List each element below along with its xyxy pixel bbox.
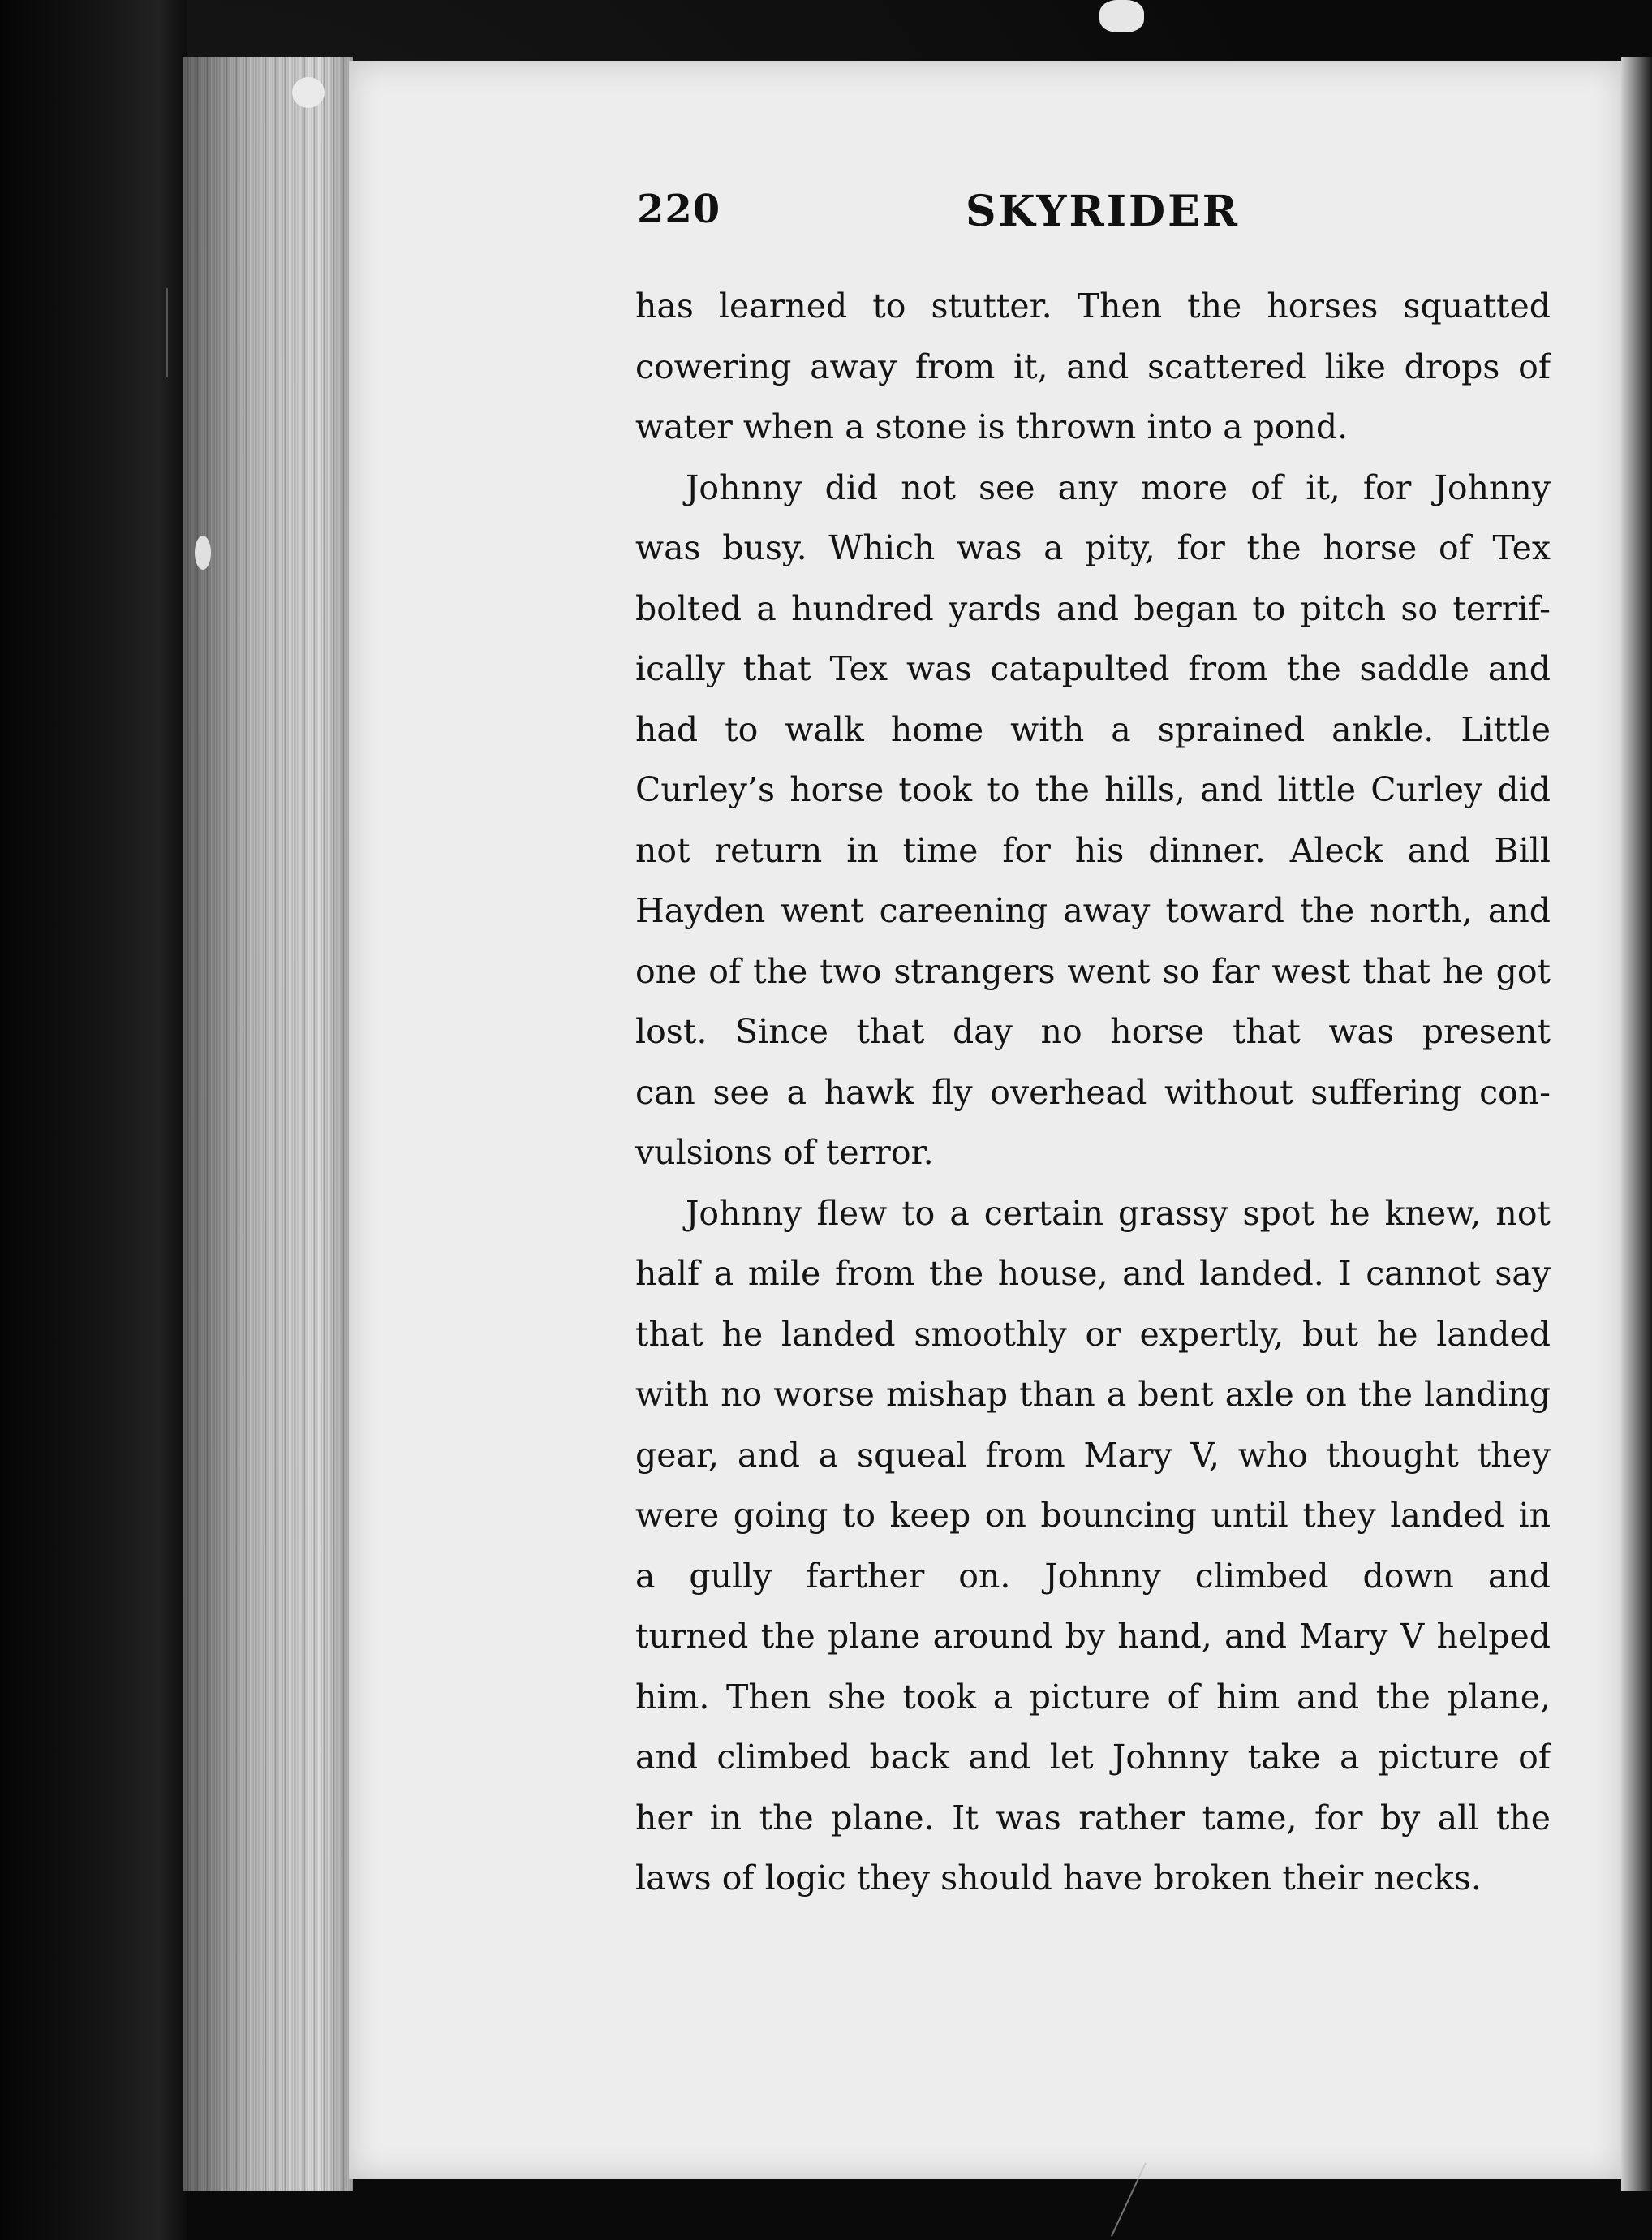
page-number: 220 xyxy=(637,187,721,232)
text-line: had to walk home with a sprained ankle. Little xyxy=(635,709,1551,749)
text-line: laws of logic they should have broken their necks. xyxy=(635,1859,1482,1898)
text-line: one of the two strangers went so far west that he got xyxy=(635,951,1551,991)
text-line: with no worse mishap than a bent axle on the landing xyxy=(635,1375,1551,1414)
text-line: him. Then she took a picture of him and the plane, xyxy=(635,1677,1551,1717)
text-line: and climbed back and let Johnny take a picture of xyxy=(635,1738,1551,1777)
text-line: that he landed smoothly or expertly, but he landed xyxy=(635,1314,1551,1354)
text-line: cowering away from it, and scattered like drops of xyxy=(635,347,1551,386)
page-edges-shade xyxy=(183,57,353,2191)
body-text xyxy=(635,276,1551,1909)
text-line: has learned to stutter. Then the horses squatted xyxy=(635,286,1551,325)
text-line: her in the plane. It was rather tame, for by all the xyxy=(635,1798,1551,1837)
text-line: not return in time for his dinner. Aleck and Bill xyxy=(635,830,1551,870)
text-line: Curley’s horse took to the hills, and little Curley did xyxy=(635,770,1551,809)
text-line: Hayden went careening away toward the north, and xyxy=(635,891,1551,930)
scan-speck xyxy=(292,77,325,108)
text-line: Johnny did not see any more of it, for Johnny xyxy=(686,467,1551,507)
text-line: ically that Tex was catapulted from the saddle and xyxy=(635,649,1551,688)
text-line: turned the plane around by hand, and Mary V helped xyxy=(635,1617,1551,1656)
text-line: water when a stone is thrown into a pond. xyxy=(635,407,1349,446)
text-line: were going to keep on bouncing until they landed in xyxy=(635,1496,1551,1535)
text-line: a gully farther on. Johnny climbed down and xyxy=(635,1556,1551,1596)
text-line: vulsions of terror. xyxy=(635,1133,934,1172)
book-binding-shadow xyxy=(0,0,187,2240)
scan-speck xyxy=(1099,0,1144,32)
running-head xyxy=(637,187,1546,243)
text-line: can see a hawk fly overhead without suffering con- xyxy=(635,1072,1551,1112)
page-right-edge xyxy=(1621,57,1652,2191)
edge-crease xyxy=(166,288,168,377)
text-line: lost. Since that day no horse that was present xyxy=(635,1012,1551,1051)
scan-speck xyxy=(195,536,211,570)
text-line: Johnny flew to a certain grassy spot he knew, not xyxy=(686,1193,1551,1233)
running-title: SKYRIDER xyxy=(966,187,1240,236)
text-line: half a mile from the house, and landed. I cannot say xyxy=(635,1254,1551,1293)
text-line: was busy. Which was a pity, for the horse of Tex xyxy=(635,528,1551,567)
text-line: gear, and a squeal from Mary V, who thought they xyxy=(635,1435,1551,1475)
text-line: bolted a hundred yards and began to pitch so terrif- xyxy=(635,588,1551,628)
